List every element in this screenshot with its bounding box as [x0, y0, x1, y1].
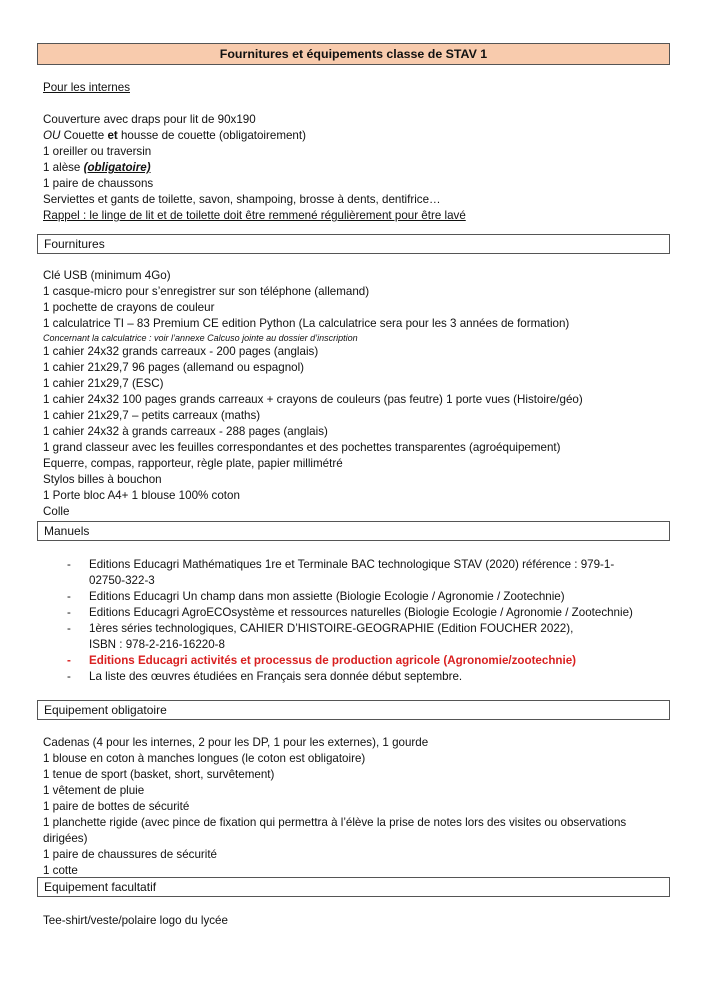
- list-item: 1 planchette rigide (avec pince de fixation qui permettra à l’élève la prise de notes lors des visites ou observations: [43, 816, 627, 829]
- list-item: 1 cahier 21x29,7 96 pages (allemand ou espagnol): [43, 361, 305, 374]
- housse-text: housse de couette (obligatoirement): [117, 129, 306, 142]
- list-item: Equerre, compas, rapporteur, règle plate, papier millimétré: [43, 457, 343, 470]
- et-text: et: [107, 129, 118, 142]
- list-item: 1 cahier 21x29,7 – petits carreaux (maths): [43, 409, 261, 422]
- manuel-text: - Editions Educagri Mathématiques 1re et Terminale BAC technologique STAV (2020) référence : 979-1-: [89, 558, 615, 571]
- list-item: [43, 653, 668, 669]
- internes-line: [43, 160, 668, 176]
- list-item: 1 cahier 24x32 100 pages grands carreaux + crayons de couleurs (pas feutre) 1 porte vues (Histoire/géo): [43, 393, 583, 406]
- rappel-line: Rappel : le linge de lit et de toilette doit être remmené régulièrement pour être lavé: [43, 209, 466, 222]
- list-item: 1 casque-micro pour s’enregistrer sur son téléphone (allemand): [43, 285, 370, 298]
- list-item: [43, 557, 668, 589]
- list-item: 1 paire de bottes de sécurité: [43, 800, 190, 813]
- list-item: Cadenas (4 pour les internes, 2 pour les DP, 1 pour les externes), 1 gourde: [43, 736, 429, 749]
- list-item: [43, 589, 668, 605]
- list-item-cont: dirigées): [43, 832, 88, 845]
- calculatrice-note: Concernant la calculatrice : voir l’annexe Calcuso jointe au dossier d’inscription: [43, 333, 358, 343]
- list-item: 1 pochette de crayons de couleur: [43, 301, 215, 314]
- list-item: 1 cahier 24x32 grands carreaux - 200 pages (anglais): [43, 345, 319, 358]
- obligatoire-heading: Equipement obligatoire: [37, 700, 670, 720]
- internes-line: 1 paire de chaussons: [43, 177, 154, 190]
- list-item: [43, 621, 668, 653]
- alese-text: 1 alèse: [43, 161, 84, 174]
- obligatoire-text: (obligatoire): [83, 161, 151, 174]
- list-item: 1 grand classeur avec les feuilles correspondantes et des pochettes transparentes (agroéquipement): [43, 441, 561, 454]
- list-item: 1 cahier 24x32 à grands carreaux - 288 pages (anglais): [43, 425, 328, 438]
- manuels-heading: Manuels: [37, 521, 670, 541]
- manuel-text-highlight: - Editions Educagri activités et processus de production agricole (Agronomie/zootechnie): [89, 654, 577, 667]
- list-item: Stylos billes à bouchon: [43, 473, 162, 486]
- manuels-list: [43, 557, 668, 685]
- manuel-text: - La liste des œuvres étudiées en Français sera donnée début septembre.: [89, 670, 463, 683]
- list-item: 1 blouse en coton à manches longues (le coton est obligatoire): [43, 752, 366, 765]
- ou-text: OU: [43, 129, 61, 142]
- list-item: 1 calculatrice TI – 83 Premium CE edition Python (La calculatrice sera pour les 3 années de formation): [43, 317, 570, 330]
- internes-line: Couverture avec draps pour lit de 90x190: [43, 113, 256, 126]
- list-item: 1 cahier 21x29,7 (ESC): [43, 377, 164, 390]
- list-item: 1 Porte bloc A4+ 1 blouse 100% coton: [43, 489, 240, 502]
- list-item: 1 cotte: [43, 864, 78, 877]
- manuel-text: - Editions Educagri AgroECOsystème et ressources naturelles (Biologie Ecologie / Agronomie / Zootechnie): [89, 606, 633, 619]
- fournitures-heading: Fournitures: [37, 234, 670, 254]
- internes-list: [43, 112, 668, 224]
- list-item: Colle: [43, 505, 70, 518]
- internes-line: Serviettes et gants de toilette, savon, shampoing, brosse à dents, dentifrice…: [43, 193, 441, 206]
- list-item: 1 paire de chaussures de sécurité: [43, 848, 218, 861]
- internes-heading: Pour les internes: [43, 81, 130, 94]
- manuel-text: - Editions Educagri Un champ dans mon assiette (Biologie Ecologie / Agronomie / Zootechnie): [89, 590, 565, 603]
- manuel-text: - 1ères séries technologiques, CAHIER D’HISTOIRE-GEOGRAPHIE (Edition FOUCHER 2022),: [89, 622, 574, 635]
- internes-line: 1 oreiller ou traversin: [43, 145, 152, 158]
- list-item: 1 vêtement de pluie: [43, 784, 145, 797]
- fournitures-list: [43, 268, 668, 520]
- facultatif-list: [43, 913, 668, 929]
- obligatoire-list: [43, 735, 668, 879]
- list-item: 1 tenue de sport (basket, short, survêtement): [43, 768, 275, 781]
- list-item: [43, 669, 668, 685]
- page-title: Fournitures et équipements classe de STAV 1: [37, 43, 670, 65]
- manuel-isbn: ISBN : 978-2-216-16220-8: [89, 638, 225, 651]
- facultatif-heading: Equipement facultatif: [37, 877, 670, 897]
- list-item: Tee-shirt/veste/polaire logo du lycée: [43, 914, 228, 927]
- list-item: Clé USB (minimum 4Go): [43, 269, 171, 282]
- list-item: [43, 605, 668, 621]
- couette-text: Couette: [60, 129, 108, 142]
- manuel-ref: 02750-322-3: [89, 574, 155, 587]
- internes-line: [43, 128, 668, 144]
